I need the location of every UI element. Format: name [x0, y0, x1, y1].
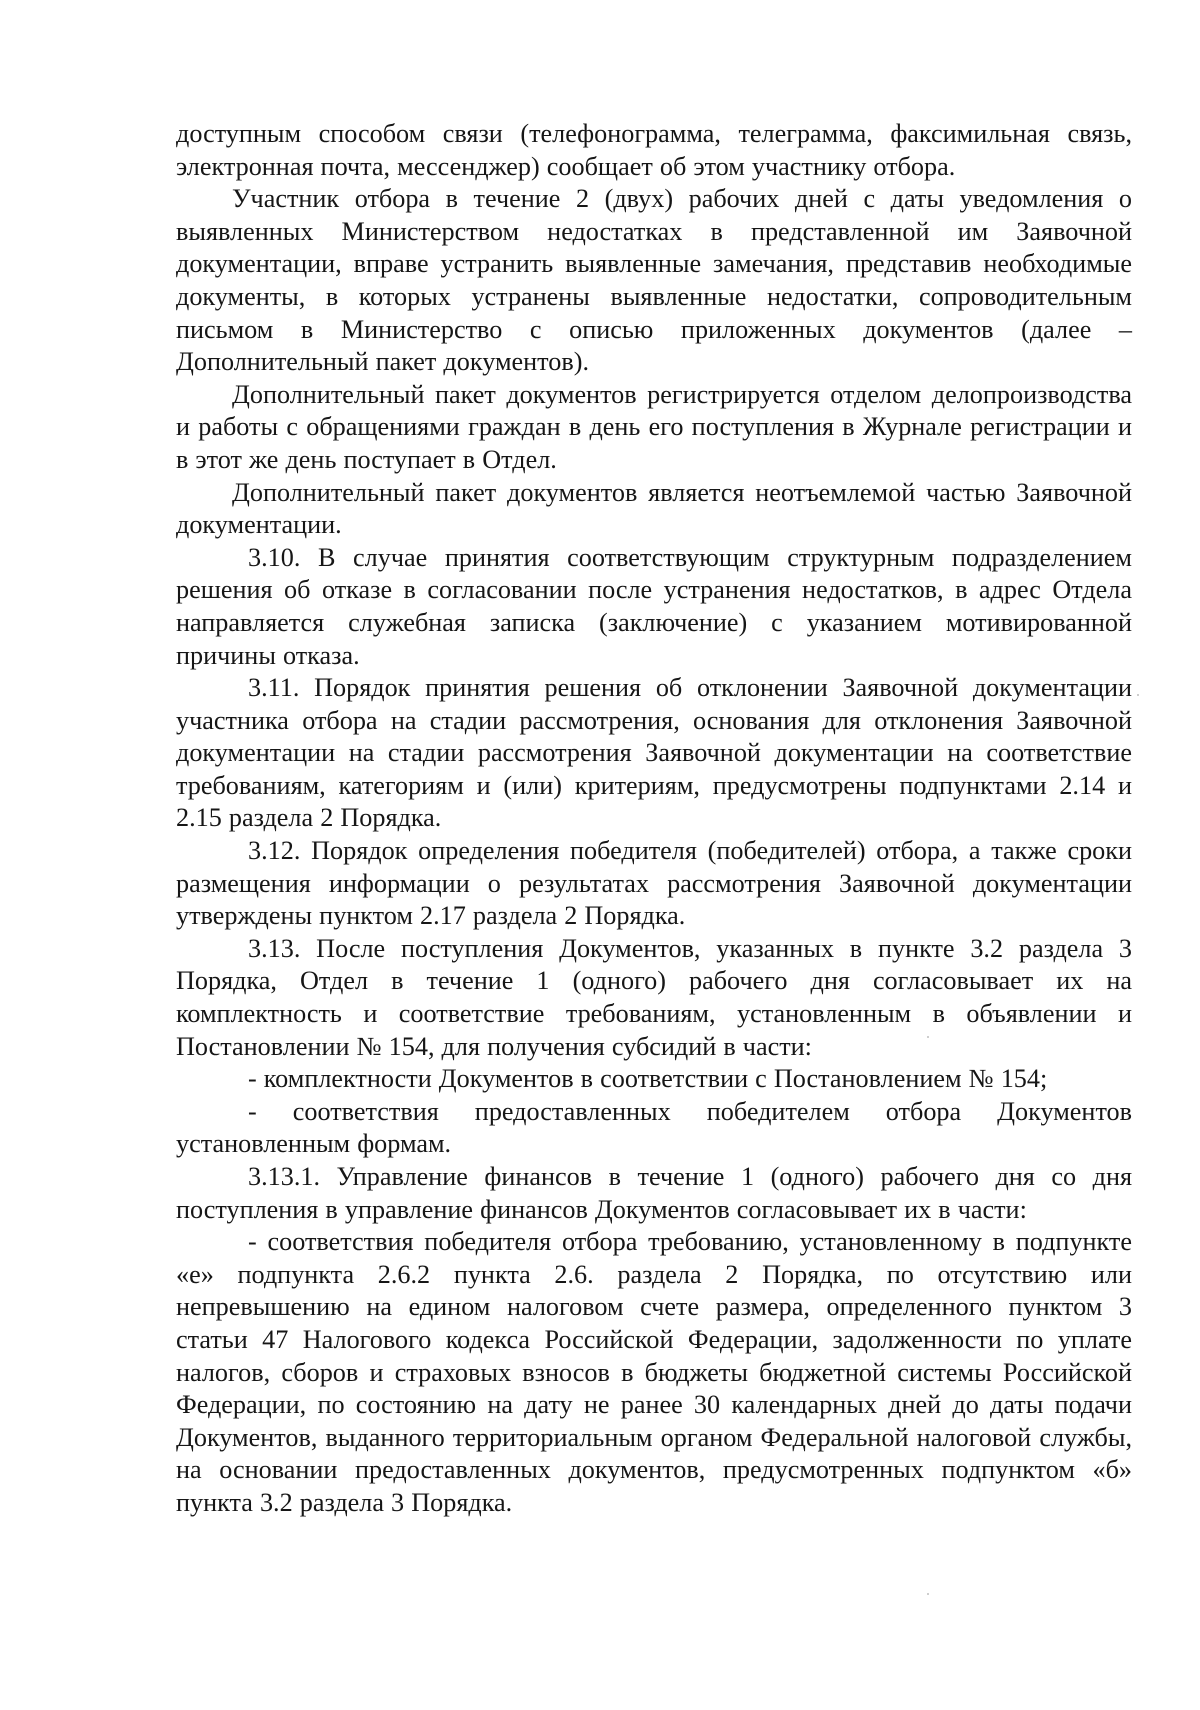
document-body [176, 118, 1132, 1520]
list-item-conformity-forms: - соответствия предоставленных победителем отбора Документов установленным формам. [176, 1096, 1132, 1159]
paragraph-3-12: 3.12. Порядок определения победителя (победителей) отбора, а также сроки размещения информации о результатах рассмотрения Заявочной документации утверждены пунктом 2.17 раздела 2 Порядка. [176, 836, 1132, 931]
paragraph-3-13: 3.13. После поступления Документов, указанных в пункте 3.2 раздела 3 Порядка, Отдел в течение 1 (одного) рабочего дня согласовывает их на комплектность и соответствие требованиям, установленным в объявлении и Постановлении № 154, для получения субсидий в части: [176, 933, 1132, 1061]
paragraph-additional-package-registration: Дополнительный пакет документов регистрируется отделом делопроизводства и работы с обращениями граждан в день его поступления в Журнале регистрации и в этот же день поступает в Отдел. [176, 379, 1132, 474]
paragraph-3-10: 3.10. В случае принятия соответствующим структурным подразделением решения об отказе в согласовании после устранения недостатков, в адрес Отдела направляется служебная записка (заключение) с указанием мотивированной причины отказа. [176, 542, 1132, 670]
list-item-completeness: - комплектности Документов в соответствии с Постановлением № 154; [248, 1064, 1048, 1094]
paragraph-additional-package-integral: Дополнительный пакет документов является неотъемлемой частью Заявочной документации. [176, 477, 1132, 540]
scan-speck [1137, 694, 1139, 696]
scan-speck [927, 1593, 929, 1595]
paragraph-3-13-1: 3.13.1. Управление финансов в течение 1 (одного) рабочего дня со дня поступления в управление финансов Документов согласовывает их в части: [176, 1162, 1132, 1224]
paragraph-continuation-contact-methods: доступным способом связи (телефонограмма, телеграмма, факсимильная связь, электронная почта, мессенджер) сообщает об этом участнику отбора. [176, 119, 1132, 181]
scan-speck [927, 1036, 929, 1038]
paragraph-3-11: 3.11. Порядок принятия решения об отклонении Заявочной документации участника отбора на стадии рассмотрения, основания для отклонения Заявочной документации на стадии рассмотрения Заявочной документации на соответствие требованиям, категориям и (или) критериям, предусмотрены подпунктами 2.14 и 2.15 раздела 2 Порядка. [176, 673, 1132, 833]
list-item-tax-debt-requirement: - соответствия победителя отбора требованию, установленному в подпункте «е» подпункта 2.6.2 пункта 2.6. раздела 2 Порядка, по отсутствию или непревышению на едином налоговом счете размера, определенного пунктом 3 статьи 47 Налогового кодекса Российской Федерации, задолженности по уплате налогов, сборов и страховых взносов в бюджеты бюджетной системы Российской Федерации, по состоянию на дату не ранее 30 календарных дней до даты подачи Документов, выданного территориальным органом Федеральной налоговой службы, на основании предоставленных документов, предусмотренных подпунктом «б» пункта 3.2 раздела 3 Порядка. [176, 1227, 1132, 1517]
paragraph-participant-corrections: Участник отбора в течение 2 (двух) рабочих дней с даты уведомления о выявленных Министерством недостатках в представленной им Заявочной документации, вправе устранить выявленные замечания, представив необходимые документы, в которых устранены выявленные недостатки, сопроводительным письмом в Министерство с описью приложенных документов (далее – Дополнительный пакет документов). [176, 184, 1132, 377]
